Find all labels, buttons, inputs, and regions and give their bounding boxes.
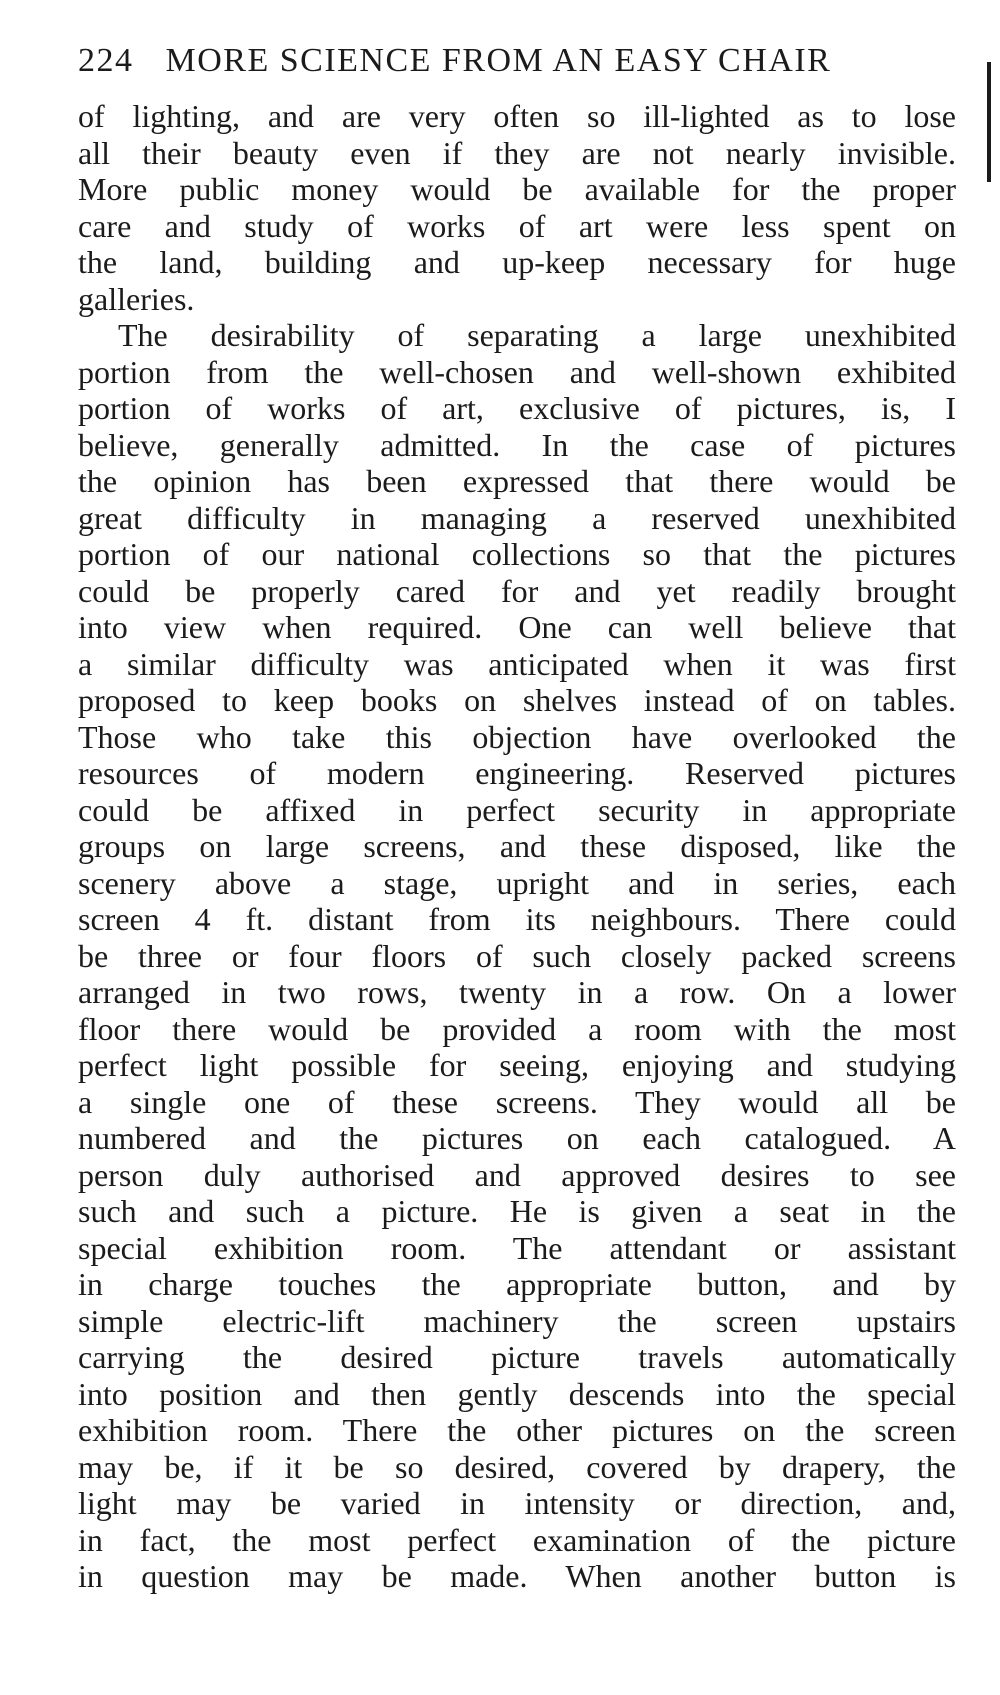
text-line: numbered and the pictures on each catalogued. A	[78, 1120, 956, 1156]
text-line: special exhibition room. The attendant or assistant	[78, 1229, 956, 1266]
text-line: the land, building and up-keep necessary for huge	[78, 244, 956, 280]
text-line: great difficulty in managing a reserved unexhibited	[78, 499, 956, 536]
text-line: exhibition room. There the other pictures on the screen	[78, 1412, 956, 1448]
text-line: may be, if it be so desired, covered by drapery, the	[78, 1448, 956, 1485]
text-line: proposed to keep books on shelves instead of on tables.	[78, 682, 956, 718]
page-number: 224	[78, 42, 134, 79]
text-line: a similar difficulty was anticipated when it was first	[78, 645, 956, 682]
text-line: resources of modern engineering. Reserved pictures	[78, 755, 956, 791]
text-line: a single one of these screens. They would all be	[78, 1083, 956, 1120]
running-head	[78, 38, 958, 84]
text-line: scenery above a stage, upright and in series, each	[78, 864, 956, 901]
text-line: perfect light possible for seeing, enjoying and studying	[78, 1047, 956, 1083]
running-title: MORE SCIENCE FROM AN EASY CHAIR	[165, 42, 832, 79]
text-line: care and study of works of art were less spent on	[78, 207, 956, 244]
text-line: portion of our national collections so that the pictures	[78, 536, 956, 572]
text-line: carrying the desired picture travels automatically	[78, 1339, 956, 1375]
text-line: light may be varied in intensity or direction, and,	[78, 1485, 956, 1521]
text-line: into view when required. One can well believe that	[78, 609, 956, 645]
text-line: portion from the well-chosen and well-shown exhibited	[78, 353, 956, 390]
text-line: groups on large screens, and these disposed, like the	[78, 828, 956, 864]
text-line: in fact, the most perfect examination of the picture	[78, 1521, 956, 1558]
margin-scan-mark	[987, 62, 991, 182]
text-line: galleries.	[78, 280, 195, 317]
text-line: believe, generally admitted. In the case of pictures	[78, 426, 956, 463]
text-line: More public money would be available for the proper	[78, 171, 956, 207]
text-line: person duly authorised and approved desires to see	[78, 1156, 956, 1193]
text-line: into position and then gently descends into the special	[78, 1375, 956, 1412]
text-line: arranged in two rows, twenty in a row. On a lower	[78, 974, 956, 1010]
text-line: could be affixed in perfect security in appropriate	[78, 791, 956, 828]
text-line: floor there would be provided a room with the most	[78, 1010, 956, 1047]
paragraph-start-line: The desirability of separating a large unexhibited	[118, 317, 956, 353]
text-line: in question may be made. When another button is	[78, 1558, 956, 1594]
text-line: Those who take this objection have overlooked the	[78, 718, 956, 755]
text-line: screen 4 ft. distant from its neighbours. There could	[78, 901, 956, 937]
text-line: all their beauty even if they are not nearly invisible.	[78, 134, 956, 171]
text-line: of lighting, and are very often so ill-lighted as to lose	[78, 98, 956, 134]
body-text	[78, 98, 956, 1595]
text-line: could be properly cared for and yet readily brought	[78, 572, 956, 609]
text-line: simple electric-lift machinery the screen upstairs	[78, 1302, 956, 1339]
text-line: portion of works of art, exclusive of pictures, is, I	[78, 390, 956, 426]
text-line: be three or four floors of such closely packed screens	[78, 937, 956, 974]
text-line: in charge touches the appropriate button, and by	[78, 1266, 956, 1302]
text-line: the opinion has been expressed that there would be	[78, 463, 956, 499]
text-line: such and such a picture. He is given a seat in the	[78, 1193, 956, 1229]
